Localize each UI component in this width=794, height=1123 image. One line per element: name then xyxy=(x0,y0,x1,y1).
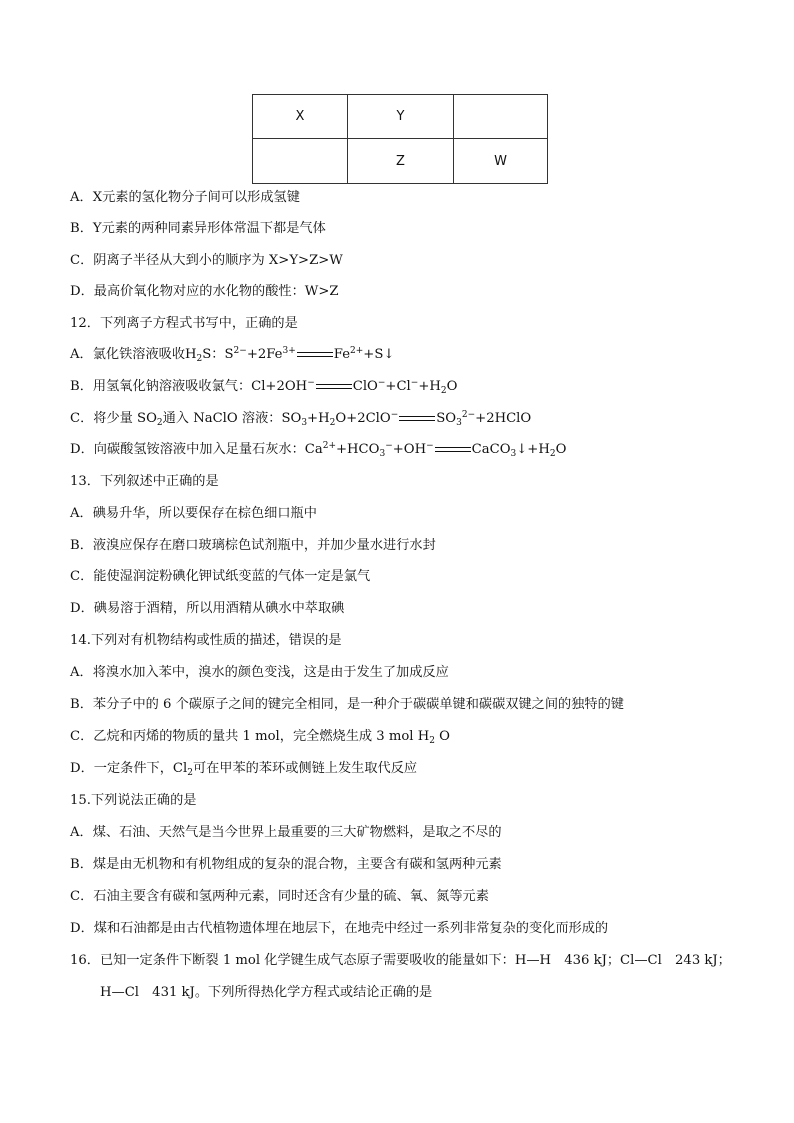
text-part: Fe xyxy=(333,347,351,362)
text-part: B．用氢氧化钠溶液吸收氯气：Cl+2OH xyxy=(70,379,308,394)
text-part: C．乙烷和丙烯的物质的量共 1 mol，完全燃烧生成 3 mol H xyxy=(70,729,430,744)
text-part: O+2ClO xyxy=(335,411,391,426)
text-part: A．氯化铁溶液吸收H xyxy=(70,347,197,362)
equals-sign xyxy=(435,445,471,455)
superscript: 2− xyxy=(233,346,247,356)
subscript: 2 xyxy=(429,736,435,746)
q15-stem: 15.下列说法正确的是 xyxy=(70,793,197,808)
subscript: 2 xyxy=(440,386,447,396)
superscript: − xyxy=(385,441,393,451)
text-part: +2HClO xyxy=(475,411,532,426)
text-part: CaCO xyxy=(471,442,511,457)
table-cell xyxy=(454,95,548,139)
q14-option-d xyxy=(70,760,417,778)
q16-stem-line-1: 16．已知一定条件下断裂 1 mol 化学键生成气态原子需要吸收的能量如下：H—H 436 kJ；Cl—Cl 243 kJ； xyxy=(70,953,731,968)
subscript: 3 xyxy=(379,449,386,459)
table-cell: W xyxy=(454,139,548,184)
text-part: D．向碳酸氢铵溶液中加入足量石灰水：Ca xyxy=(70,442,323,457)
table-cell xyxy=(253,139,348,184)
text-part: S：S xyxy=(202,347,234,362)
q15-option-c: C．石油主要含有碳和氢两种元素，同时还含有少量的硫、氧、氮等元素 xyxy=(70,889,489,904)
subscript: 3 xyxy=(456,418,462,428)
text-part: 通入 NaClO 溶液：SO xyxy=(162,411,302,426)
text-part: ↓+H xyxy=(516,442,550,457)
equals-sign xyxy=(399,414,435,424)
superscript: 2− xyxy=(461,410,476,420)
q14-option-a: A．将溴水加入苯中，溴水的颜色变浅，这是由于发生了加成反应 xyxy=(70,665,449,680)
q15-option-d: D．煤和石油都是由古代植物遗体埋在地层下，在地壳中经过一系列非常复杂的变化而形成的 xyxy=(70,921,609,936)
text-part: ClO xyxy=(352,379,378,394)
superscript: − xyxy=(410,378,419,388)
text-part: +Cl xyxy=(385,379,411,394)
text-part: +S↓ xyxy=(363,347,395,362)
text-part: 可在甲苯的苯环或侧链上发生取代反应 xyxy=(192,761,418,776)
subscript: 2 xyxy=(329,418,336,428)
q11-option-a: A．X元素的氢化物分子间可以形成氢键 xyxy=(70,190,300,205)
q14-option-b: B．苯分子中的 6 个碳原子之间的键完全相同，是一种介于碳碳单键和碳碳双键之间的独特的键 xyxy=(70,697,624,712)
q12-stem: 12．下列离子方程式书写中，正确的是 xyxy=(70,316,298,331)
text-part: +2Fe xyxy=(246,347,283,362)
text-part: O xyxy=(446,379,458,394)
q15-option-a: A．煤、石油、天然气是当今世界上最重要的三大矿物燃料，是取之不尽的 xyxy=(70,825,502,840)
text-part: SO xyxy=(436,411,457,426)
q12-option-d xyxy=(70,441,566,459)
equals-sign xyxy=(297,350,333,360)
equals-sign xyxy=(316,382,352,392)
q16-stem-line-2: H—Cl 431 kJ。下列所得热化学方程式或结论正确的是 xyxy=(100,985,433,1000)
q13-option-b: B．液溴应保存在磨口玻璃棕色试剂瓶中，并加少量水进行水封 xyxy=(70,538,436,553)
q11-option-b: B．Y元素的两种同素异形体常温下都是气体 xyxy=(70,221,326,236)
q11-option-c: C．阴离子半径从大到小的顺序为 X>Y>Z>W xyxy=(70,253,343,268)
table-cell: X xyxy=(253,95,348,139)
q11-option-d: D．最高价氧化物对应的水化物的酸性：W>Z xyxy=(70,284,339,299)
text-part: +OH xyxy=(392,442,427,457)
q13-option-c: C．能使湿润淀粉碘化钾试纸变蓝的气体一定是氯气 xyxy=(70,569,371,584)
q13-option-a: A．碘易升华，所以要保存在棕色细口瓶中 xyxy=(70,506,317,521)
superscript: 3+ xyxy=(282,346,296,356)
superscript: − xyxy=(377,378,386,388)
q13-option-d: D．碘易溶于酒精，所以用酒精从碘水中萃取碘 xyxy=(70,601,345,616)
text-part: +H xyxy=(307,411,330,426)
q14-option-c xyxy=(70,728,450,746)
subscript: 2 xyxy=(187,768,193,778)
text-part: O xyxy=(434,729,450,744)
subscript: 2 xyxy=(156,418,163,428)
q13-stem: 13．下列叙述中正确的是 xyxy=(70,474,219,489)
subscript: 3 xyxy=(510,449,517,459)
element-position-table xyxy=(252,94,548,184)
superscript: − xyxy=(426,441,434,451)
subscript: 3 xyxy=(301,418,308,428)
table-cell: Y xyxy=(348,95,454,139)
text-part: C．将少量 SO xyxy=(70,411,157,426)
text-part: O xyxy=(555,442,567,457)
q15-option-b: B．煤是由无机物和有机物组成的复杂的混合物，主要含有碳和氢两种元素 xyxy=(70,857,502,872)
text-part: D．一定条件下，Cl xyxy=(70,761,188,776)
superscript: − xyxy=(307,378,315,388)
superscript: 2+ xyxy=(350,346,364,356)
q12-option-a xyxy=(70,346,394,364)
superscript: 2+ xyxy=(322,441,336,451)
subscript: 2 xyxy=(196,354,203,364)
superscript: − xyxy=(390,410,399,420)
text-part: +H xyxy=(418,379,441,394)
text-part: +HCO xyxy=(336,442,380,457)
q12-option-c xyxy=(70,410,531,428)
q14-stem: 14.下列对有机物结构或性质的描述，错误的是 xyxy=(70,633,342,648)
subscript: 2 xyxy=(549,449,556,459)
table-cell: Z xyxy=(348,139,454,184)
q12-option-b xyxy=(70,378,457,396)
table-row xyxy=(253,95,548,139)
table-row xyxy=(253,139,548,184)
